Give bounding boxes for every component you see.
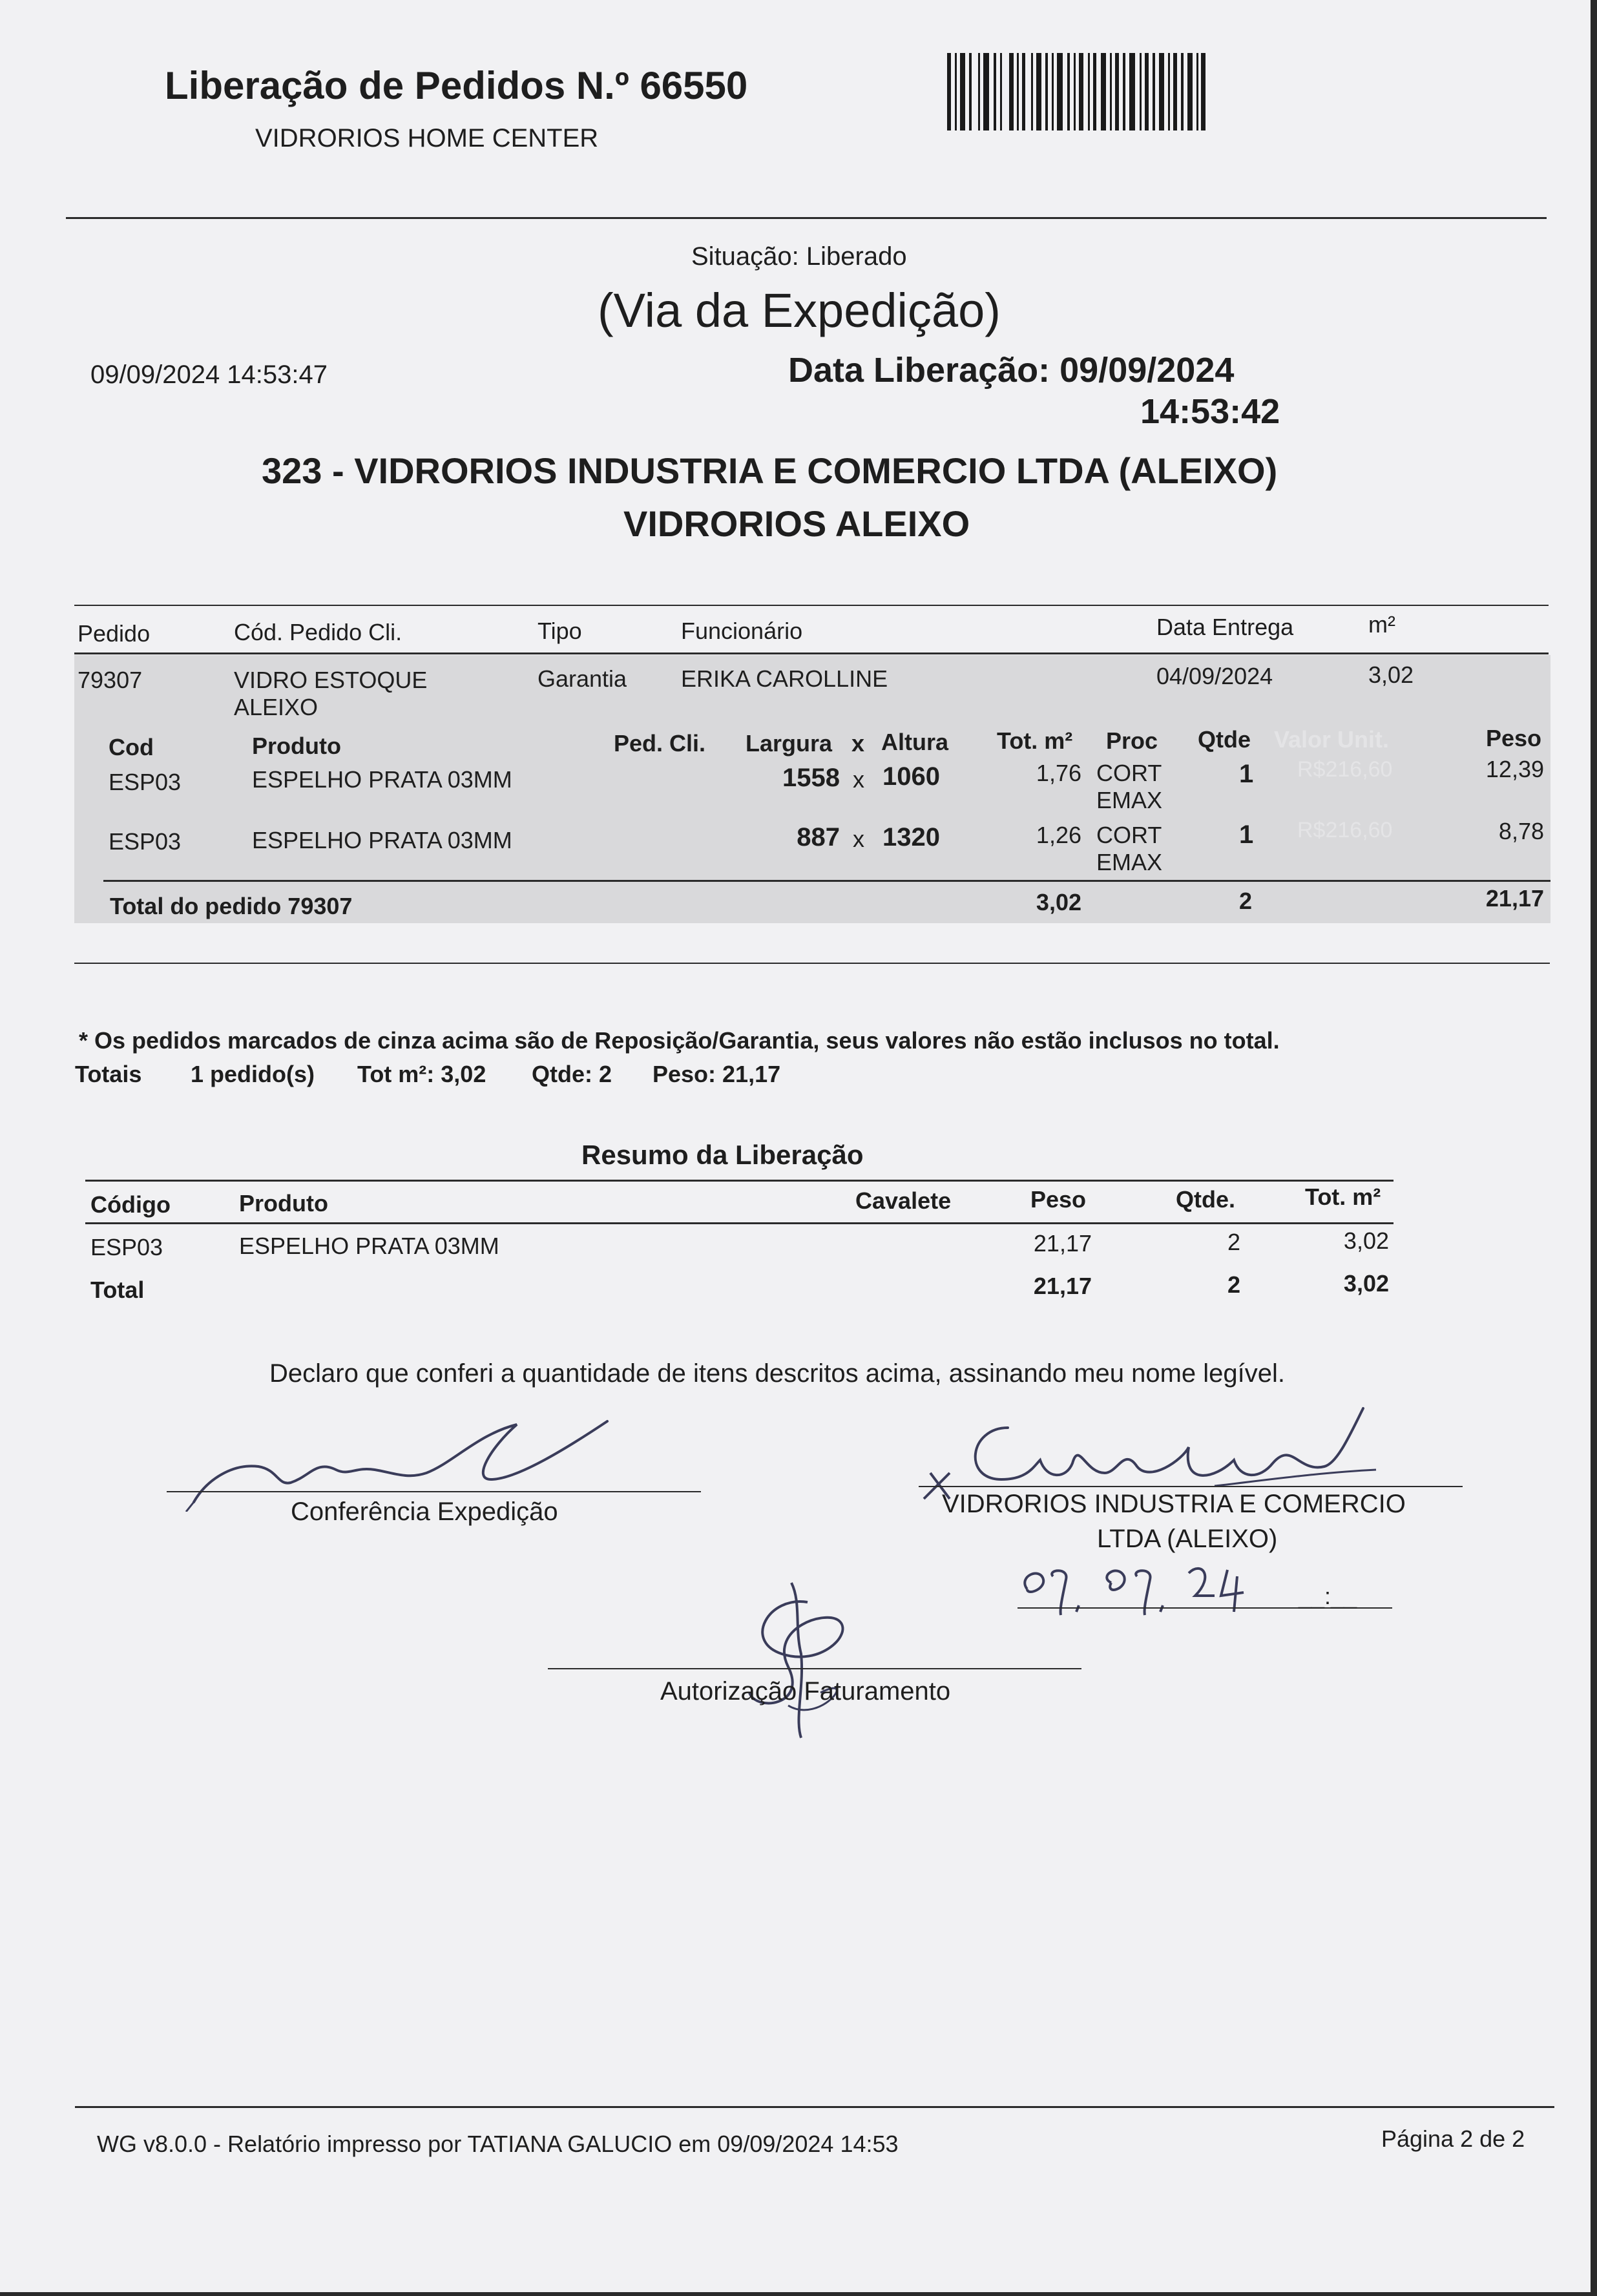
item-header-peso: Peso [1486, 725, 1542, 751]
order-table-top-line [74, 605, 1549, 606]
order-funcionario: ERIKA CAROLLINE [681, 665, 888, 692]
item-header-valor-unit: Valor Unit. [1274, 726, 1390, 753]
item-1-qtde: 1 [1239, 760, 1254, 788]
item-1-largura: 1558 [782, 764, 840, 792]
item-header-proc: Proc [1106, 727, 1158, 754]
item-2-altura: 1320 [882, 823, 940, 851]
summary-total-peso: 21,17 [1033, 1273, 1092, 1299]
authorization-signature-scribble [730, 1576, 885, 1744]
order-table-bottom-line [74, 963, 1550, 964]
client-name: 323 - VIDRORIOS INDUSTRIA E COMERCIO LTDA (ALEIXO) [262, 450, 1278, 491]
item-header-largura: Largura [746, 730, 833, 757]
conference-signature-line [167, 1491, 701, 1492]
company-name-line-1: VIDRORIOS INDUSTRIA E COMERCIO [942, 1490, 1406, 1518]
item-header-produto: Produto [252, 733, 341, 759]
summary-row-peso: 21,17 [1033, 1230, 1092, 1257]
totals-peso: Peso: 21,17 [652, 1061, 781, 1087]
item-2-proc-2: EMAX [1096, 849, 1163, 875]
summary-total-tot-m2: 3,02 [1343, 1270, 1389, 1297]
summary-row-qtde: 2 [1227, 1229, 1240, 1255]
item-2-peso: 8,78 [1498, 818, 1544, 844]
item-1-cod: ESP03 [109, 769, 182, 795]
release-time: 14:53:42 [1140, 392, 1280, 431]
order-cod-pedido-cli-2: ALEIXO [234, 694, 318, 720]
item-header-x: x [851, 730, 865, 757]
item-1-valor-unit: R$216,60 [1297, 757, 1393, 782]
item-2-proc-1: CORT [1096, 822, 1162, 848]
authorization-signature-line [548, 1668, 1081, 1669]
col-header-m2: m² [1368, 611, 1395, 638]
summary-row-tot-m2: 3,02 [1343, 1227, 1389, 1254]
summary-title: Resumo da Liberação [581, 1140, 864, 1170]
company-signature-line [919, 1486, 1463, 1487]
item-header-cod: Cod [109, 734, 154, 760]
footer-divider [75, 2106, 1554, 2108]
summary-header-codigo: Código [90, 1191, 171, 1218]
item-header-altura: Altura [881, 729, 949, 755]
col-header-cod-pedido-cli: Cód. Pedido Cli. [234, 619, 402, 645]
item-1-peso: 12,39 [1485, 756, 1544, 782]
item-2-largura: 887 [797, 823, 840, 851]
replacement-note: * Os pedidos marcados de cinza acima são de Reposição/Garantia, seus valores não estão inclusos no total. [79, 1027, 1280, 1054]
summary-header-cavalete: Cavalete [855, 1187, 952, 1214]
item-2-produto: ESPELHO PRATA 03MM [252, 827, 512, 853]
order-table-header-line [74, 652, 1549, 654]
summary-header-produto: Produto [239, 1190, 328, 1216]
totals-m2: Tot m²: 3,02 [357, 1061, 486, 1087]
item-2-tot-m2: 1,26 [1036, 822, 1081, 848]
summary-total-label: Total [90, 1277, 145, 1303]
item-1-proc-2: EMAX [1096, 787, 1163, 813]
footer-report-info: WG v8.0.0 - Relatório impresso por TATIANA GALUCIO em 09/09/2024 14:53 [97, 2131, 899, 2157]
barcode-image [947, 53, 1206, 130]
order-total-line [103, 880, 1550, 882]
order-total-m2: 3,02 [1036, 889, 1081, 915]
totals-pedidos: 1 pedido(s) [191, 1061, 315, 1087]
expedition-signature-scribble [181, 1408, 633, 1512]
summary-row-codigo: ESP03 [90, 1234, 163, 1260]
summary-header-tot-m2: Tot. m² [1305, 1184, 1381, 1210]
item-header-tot-m2: Tot. m² [997, 727, 1073, 754]
order-total-qtde: 2 [1239, 888, 1253, 914]
declaration-text: Declaro que conferi a quantidade de itens descritos acima, assinando meu nome legível. [269, 1359, 1286, 1388]
date-time-blank: __:__ [1299, 1583, 1357, 1609]
via-title: (Via da Expedição) [598, 284, 1001, 337]
order-tipo: Garantia [538, 665, 627, 692]
item-2-cod: ESP03 [109, 828, 182, 855]
release-date: Data Liberação: 09/09/2024 [788, 351, 1235, 390]
item-1-altura: 1060 [882, 762, 940, 791]
company-subtitle: VIDRORIOS HOME CENTER [255, 124, 599, 152]
summary-header-line [85, 1222, 1393, 1224]
header-divider [66, 217, 1547, 219]
client-store: VIDRORIOS ALEIXO [623, 503, 970, 544]
conference-label: Conferência Expedição [291, 1498, 558, 1526]
order-total-label: Total do pedido 79307 [110, 893, 353, 919]
item-2-valor-unit: R$216,60 [1297, 818, 1393, 842]
item-header-qtde: Qtde [1198, 726, 1251, 753]
company-name-line-2: LTDA (ALEIXO) [1097, 1525, 1278, 1553]
status-text: Situação: Liberado [691, 242, 907, 271]
summary-row-produto: ESPELHO PRATA 03MM [239, 1233, 499, 1259]
item-header-ped-cli: Ped. Cli. [614, 730, 706, 757]
print-datetime: 09/09/2024 14:53:47 [90, 360, 328, 389]
order-total-peso: 21,17 [1485, 885, 1544, 912]
footer-page-number: Página 2 de 2 [1381, 2125, 1525, 2152]
handwritten-date [1014, 1550, 1311, 1622]
order-pedido: 79307 [78, 667, 143, 693]
item-1-proc-1: CORT [1096, 760, 1162, 786]
authorization-label: Autorização Faturamento [660, 1677, 951, 1706]
document-title: Liberação de Pedidos N.º 66550 [165, 64, 748, 107]
item-1-produto: ESPELHO PRATA 03MM [252, 766, 512, 793]
col-header-data-entrega: Data Entrega [1156, 614, 1294, 640]
item-2-qtde: 1 [1239, 820, 1254, 849]
order-data-entrega: 04/09/2024 [1156, 663, 1273, 689]
summary-total-qtde: 2 [1227, 1271, 1240, 1298]
col-header-funcionario: Funcionário [681, 618, 803, 644]
totals-label: Totais [75, 1061, 142, 1087]
summary-top-line [85, 1180, 1393, 1182]
col-header-tipo: Tipo [538, 618, 582, 644]
item-2-x: x [853, 826, 864, 852]
summary-header-qtde: Qtde. [1176, 1186, 1236, 1213]
summary-header-peso: Peso [1030, 1186, 1087, 1213]
item-1-tot-m2: 1,76 [1036, 760, 1081, 786]
totals-qtde: Qtde: 2 [532, 1061, 612, 1087]
order-m2: 3,02 [1368, 662, 1414, 688]
col-header-pedido: Pedido [78, 620, 151, 647]
order-cod-pedido-cli-1: VIDRO ESTOQUE [234, 667, 428, 693]
item-1-x: x [853, 766, 864, 793]
